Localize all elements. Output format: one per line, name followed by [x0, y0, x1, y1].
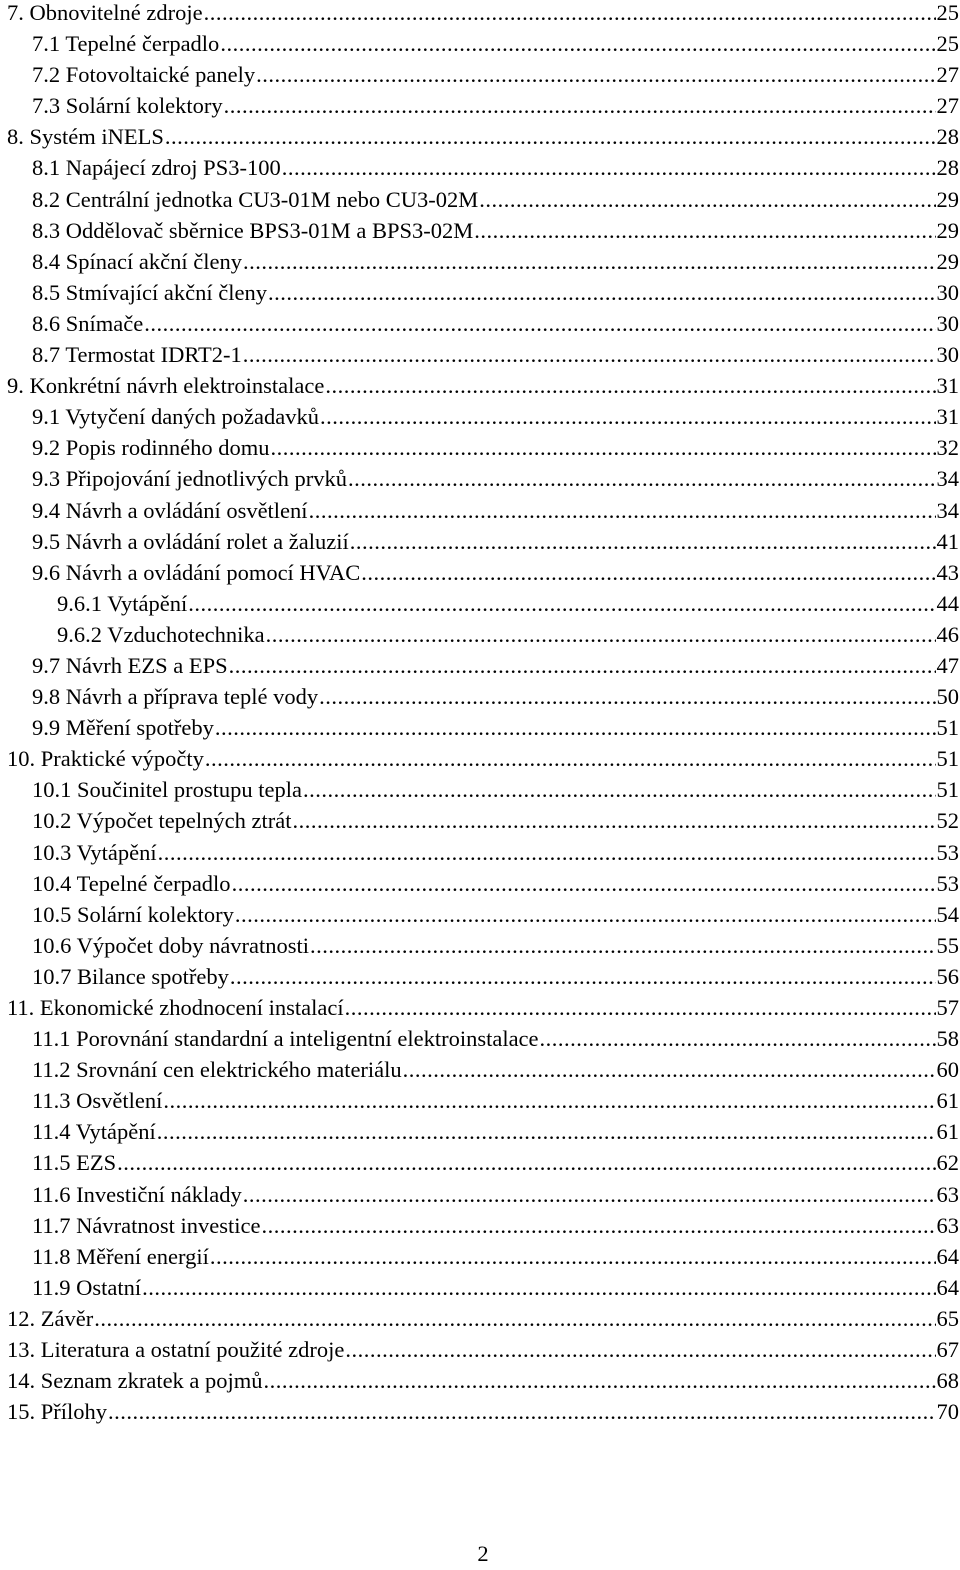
toc-entry-page: 31 [936, 373, 959, 399]
toc-entry-title: 15. Přílohy [7, 1399, 108, 1425]
toc-entry-title: 9.6.1 Vytápění [57, 590, 188, 616]
toc-entry-title: 11.9 Ostatní [32, 1274, 142, 1300]
toc-entry[interactable] [0, 1182, 960, 1213]
toc-entry-line [32, 871, 960, 897]
toc-entry-line [32, 1119, 960, 1145]
toc-dot-leader [325, 373, 935, 399]
toc-entry-line [7, 995, 960, 1021]
toc-dot-leader [144, 311, 935, 337]
toc-entry-page: 61 [936, 1119, 959, 1145]
toc-entry-title: 8.6 Snímače [32, 310, 144, 336]
toc-dot-leader [224, 93, 936, 119]
toc-entry-title: 10. Praktické výpočty [7, 746, 204, 772]
toc-entry-line [32, 280, 960, 306]
toc-entry-page: 64 [936, 1274, 959, 1300]
toc-entry[interactable] [0, 653, 960, 684]
toc-entry-page: 44 [936, 590, 959, 616]
toc-entry-page: 30 [936, 342, 959, 368]
toc-entry-line [7, 1337, 960, 1363]
toc-entry-page: 47 [936, 652, 959, 678]
toc-entry-line [32, 808, 960, 834]
toc-entry-title: 11.6 Investiční náklady [32, 1181, 242, 1207]
toc-entry[interactable] [0, 871, 960, 902]
toc-entry[interactable] [0, 0, 960, 31]
toc-entry-line [7, 1368, 960, 1394]
toc-dot-leader [142, 1275, 935, 1301]
toc-entry[interactable] [0, 1088, 960, 1119]
toc-entry[interactable] [0, 249, 960, 280]
toc-entry-page: 29 [936, 186, 959, 212]
toc-entry-title: 7.3 Solární kolektory [32, 93, 223, 119]
toc-entry-title: 11.3 Osvětlení [32, 1088, 163, 1114]
toc-entry-title: 12. Závěr [7, 1305, 94, 1331]
toc-entry-title: 10.5 Solární kolektory [32, 901, 234, 927]
toc-entry-line [32, 529, 960, 555]
toc-entry-title: 8.5 Stmívající akční členy [32, 279, 267, 305]
toc-entry-page: 58 [936, 1026, 959, 1052]
toc-entry-title: 7.1 Tepelné čerpadlo [32, 31, 220, 57]
toc-entry-title: 10.3 Vytápění [32, 839, 157, 865]
toc-dot-leader [243, 249, 936, 275]
toc-entry[interactable] [0, 1337, 960, 1368]
toc-dot-leader [345, 995, 936, 1021]
toc-dot-leader [474, 218, 935, 244]
toc-entry[interactable] [0, 902, 960, 933]
toc-entry-line [7, 0, 960, 26]
toc-dot-leader [165, 124, 936, 150]
toc-entry-line [32, 1244, 960, 1270]
toc-entry-page: 31 [936, 404, 959, 430]
toc-entry-page: 65 [936, 1305, 959, 1331]
toc-entry-line [32, 1182, 960, 1208]
toc-entry-page: 53 [936, 870, 959, 896]
toc-entry-line [32, 653, 960, 679]
toc-dot-leader [310, 933, 935, 959]
toc-entry-title: 7. Obnovitelné zdroje [7, 0, 203, 25]
toc-entry[interactable] [0, 466, 960, 497]
toc-entry-page: 51 [936, 777, 959, 803]
toc-entry-line [32, 498, 960, 524]
toc-entry-title: 11.8 Měření energií [32, 1243, 209, 1269]
toc-entry[interactable] [0, 1275, 960, 1306]
toc-entry-line [32, 155, 960, 181]
toc-entry-title: 8.1 Napájecí zdroj PS3-100 [32, 155, 281, 181]
toc-dot-leader [256, 62, 935, 88]
toc-entry-page: 29 [936, 217, 959, 243]
toc-entry-line [7, 746, 960, 772]
toc-dot-leader [350, 529, 936, 555]
toc-entry[interactable] [0, 1244, 960, 1275]
toc-entry-page: 56 [936, 963, 959, 989]
toc-entry-page: 27 [936, 93, 959, 119]
toc-entry-title: 9.7 Návrh EZS a EPS [32, 652, 228, 678]
toc-entry-page: 57 [936, 995, 959, 1020]
toc-entry-page: 55 [936, 932, 959, 958]
toc-entry[interactable] [0, 1119, 960, 1150]
toc-entry-title: 11.5 EZS [32, 1150, 117, 1176]
toc-entry-page: 43 [936, 559, 959, 585]
toc-entry-page: 34 [936, 497, 959, 523]
toc-entry-line [32, 1150, 960, 1176]
toc-entry-title: 9.4 Návrh a ovládání osvětlení [32, 497, 308, 523]
toc-entry-line [32, 187, 960, 213]
toc-dot-leader [94, 1306, 935, 1332]
toc-entry-page: 46 [936, 621, 959, 647]
toc-dot-leader [220, 31, 935, 57]
toc-dot-leader [540, 1026, 936, 1052]
toc-entry-page: 30 [936, 279, 959, 305]
toc-dot-leader [232, 871, 936, 897]
toc-entry-page: 63 [936, 1212, 959, 1238]
toc-entry-title: 8.3 Oddělovač sběrnice BPS3-01M a BPS3-02M [32, 217, 474, 243]
toc-entry-page: 53 [936, 839, 959, 865]
toc-entry-line [32, 311, 960, 337]
toc-entry-page: 62 [936, 1150, 959, 1176]
toc-entry-line [32, 1057, 960, 1083]
toc-dot-leader [345, 1337, 935, 1363]
toc-dot-leader [319, 684, 935, 710]
toc-entry[interactable] [0, 124, 960, 155]
toc-entry[interactable] [0, 808, 960, 839]
toc-dot-leader [403, 1057, 936, 1083]
toc-dot-leader [309, 498, 936, 524]
toc-entry-title: 9.5 Návrh a ovládání rolet a žaluzií [32, 528, 349, 554]
toc-entry-title: 13. Literatura a ostatní použité zdroje [7, 1337, 345, 1363]
toc-entry[interactable] [0, 560, 960, 591]
toc-entry[interactable] [0, 684, 960, 715]
toc-dot-leader [157, 1119, 936, 1145]
toc-dot-leader [117, 1150, 935, 1176]
toc-entry-line [32, 1026, 960, 1052]
toc-dot-leader [266, 622, 936, 648]
toc-entry-title: 11.2 Srovnání cen elektrického materiálu [32, 1057, 402, 1083]
toc-entry-line [32, 1088, 960, 1114]
toc-entry-title: 11.7 Návratnost investice [32, 1212, 261, 1238]
toc-entry-title: 8. Systém iNELS [7, 124, 164, 150]
toc-entry[interactable] [0, 1213, 960, 1244]
toc-entry[interactable] [0, 342, 960, 373]
toc-entry-line [32, 840, 960, 866]
toc-entry-page: 50 [936, 684, 959, 710]
toc-entry-title: 14. Seznam zkratek a pojmů [7, 1368, 263, 1394]
toc-entry-title: 8.2 Centrální jednotka CU3-01M nebo CU3-02M [32, 186, 479, 212]
toc-entry-line [32, 93, 960, 119]
toc-entry[interactable] [0, 498, 960, 529]
toc-entry-page: 67 [936, 1337, 959, 1363]
toc-dot-leader [320, 404, 935, 430]
toc-entry-title: 9.2 Popis rodinného domu [32, 435, 270, 461]
toc-entry-line [32, 31, 960, 57]
toc-entry-page: 28 [936, 124, 959, 150]
toc-entry-line [32, 1275, 960, 1301]
toc-entry-line [32, 342, 960, 368]
toc-dot-leader [361, 560, 935, 586]
toc-entry-page: 41 [936, 528, 959, 554]
toc-entry-title: 9.6.2 Vzduchotechnika [57, 621, 265, 647]
toc-entry-line [32, 964, 960, 990]
toc-dot-leader [215, 715, 936, 741]
toc-dot-leader [188, 591, 935, 617]
toc-entry-title: 10.1 Součinitel prostupu tepla [32, 777, 302, 803]
toc-dot-leader [108, 1399, 935, 1425]
toc-entry[interactable] [0, 93, 960, 124]
toc-entry-title: 10.6 Výpočet doby návratnosti [32, 932, 310, 958]
toc-entry[interactable] [0, 280, 960, 311]
toc-entry-line [7, 1399, 960, 1425]
toc-entry-title: 8.7 Termostat IDRT2-1 [32, 342, 242, 368]
toc-entry-line [32, 560, 960, 586]
toc-entry-line [32, 466, 960, 492]
toc-entry[interactable] [0, 715, 960, 746]
toc-entry[interactable] [0, 995, 960, 1026]
toc-entry[interactable] [0, 1399, 960, 1430]
toc-entry[interactable] [0, 311, 960, 342]
toc-entry-title: 7.2 Fotovoltaické panely [32, 62, 256, 88]
toc-entry[interactable] [0, 373, 960, 404]
toc-entry-line [57, 622, 960, 648]
toc-entry-page: 68 [936, 1368, 959, 1394]
toc-entry-page: 25 [936, 31, 959, 57]
toc-entry-page: 54 [936, 901, 959, 927]
toc-entry-page: 63 [936, 1181, 959, 1207]
toc-entry-line [57, 591, 960, 617]
toc-entry[interactable] [0, 1368, 960, 1399]
toc-entry[interactable] [0, 1150, 960, 1181]
toc-entry-page: 70 [936, 1399, 959, 1425]
toc-entry-title: 11. Ekonomické zhodnocení instalací [7, 995, 344, 1020]
toc-entry[interactable] [0, 1057, 960, 1088]
toc-entry-title: 9.1 Vytyčení daných požadavků [32, 404, 320, 430]
toc-entry-title: 10.7 Bilance spotřeby [32, 963, 229, 989]
toc-dot-leader [204, 0, 936, 26]
toc-entry-title: 9.3 Připojování jednotlivých prvků [32, 466, 347, 492]
toc-entry[interactable] [0, 964, 960, 995]
toc-entry-page: 60 [936, 1057, 959, 1083]
toc-dot-leader [293, 808, 936, 834]
toc-entry[interactable] [0, 840, 960, 871]
toc-entry-line [32, 1213, 960, 1239]
toc-entry[interactable] [0, 591, 960, 622]
toc-entry-page: 64 [936, 1243, 959, 1269]
toc-dot-leader [303, 777, 936, 803]
toc-entry-line [7, 373, 960, 399]
toc-entry-title: 11.1 Porovnání standardní a inteligentní elektroinstalace [32, 1026, 539, 1052]
toc-entry-page: 52 [936, 808, 959, 834]
toc-entry[interactable] [0, 777, 960, 808]
toc-entry-line [32, 684, 960, 710]
toc-entry-page: 27 [936, 62, 959, 88]
toc-entry-page: 34 [936, 466, 959, 492]
toc-dot-leader [282, 155, 936, 181]
toc-entry-page: 29 [936, 248, 959, 274]
toc-entry-line [32, 933, 960, 959]
toc-entry-line [32, 902, 960, 928]
toc-entry-title: 9. Konkrétní návrh elektroinstalace [7, 373, 325, 399]
toc-entry-line [7, 1306, 960, 1332]
toc-dot-leader [348, 466, 936, 492]
toc-entry-page: 32 [936, 435, 959, 461]
toc-entry-line [32, 715, 960, 741]
toc-entry[interactable] [0, 404, 960, 435]
toc-entry[interactable] [0, 933, 960, 964]
toc-entry[interactable] [0, 1306, 960, 1337]
toc-entry-page: 51 [936, 746, 959, 772]
toc-entry-line [32, 435, 960, 461]
toc-entry-title: 9.6 Návrh a ovládání pomocí HVAC [32, 559, 361, 585]
toc-dot-leader [230, 964, 936, 990]
toc-entry-line [32, 777, 960, 803]
toc-entry-page: 28 [936, 155, 959, 181]
toc-dot-leader [243, 1182, 936, 1208]
toc-entry-title: 11.4 Vytápění [32, 1119, 156, 1145]
toc-entry-title: 9.8 Návrh a příprava teplé vody [32, 684, 319, 710]
toc-dot-leader [235, 902, 936, 928]
toc-entry-line [32, 249, 960, 275]
toc-dot-leader [158, 840, 936, 866]
toc-entry-line [7, 124, 960, 150]
toc-entry-title: 10.4 Tepelné čerpadlo [32, 870, 231, 896]
toc-entry-line [32, 218, 960, 244]
toc-entry-title: 8.4 Spínací akční členy [32, 248, 242, 274]
toc-entry[interactable] [0, 622, 960, 653]
toc-entry-page: 51 [936, 715, 959, 741]
toc-entry[interactable] [0, 529, 960, 560]
toc-dot-leader [264, 1368, 936, 1394]
toc-entry[interactable] [0, 187, 960, 218]
toc-entry-title: 9.9 Měření spotřeby [32, 715, 214, 741]
toc-dot-leader [243, 342, 936, 368]
toc-entry-line [32, 404, 960, 430]
toc-dot-leader [210, 1244, 936, 1270]
toc-entry[interactable] [0, 155, 960, 186]
toc-entry[interactable] [0, 746, 960, 777]
toc-entry[interactable] [0, 62, 960, 93]
toc-dot-leader [271, 435, 936, 461]
toc-entry[interactable] [0, 435, 960, 466]
toc-dot-leader [229, 653, 936, 679]
toc-entry-page: 61 [936, 1088, 959, 1114]
toc-entry[interactable] [0, 1026, 960, 1057]
toc-dot-leader [268, 280, 936, 306]
toc-dot-leader [205, 746, 936, 772]
toc-entry-title: 10.2 Výpočet tepelných ztrát [32, 808, 292, 834]
toc-entry[interactable] [0, 31, 960, 62]
toc-entry-line [32, 62, 960, 88]
toc-dot-leader [261, 1213, 935, 1239]
toc-entry[interactable] [0, 218, 960, 249]
toc-entry-page: 30 [936, 310, 959, 336]
page-number: 2 [477, 1541, 489, 1566]
toc-dot-leader [479, 187, 935, 213]
toc-dot-leader [163, 1088, 935, 1114]
toc-entry-page: 25 [936, 0, 959, 25]
